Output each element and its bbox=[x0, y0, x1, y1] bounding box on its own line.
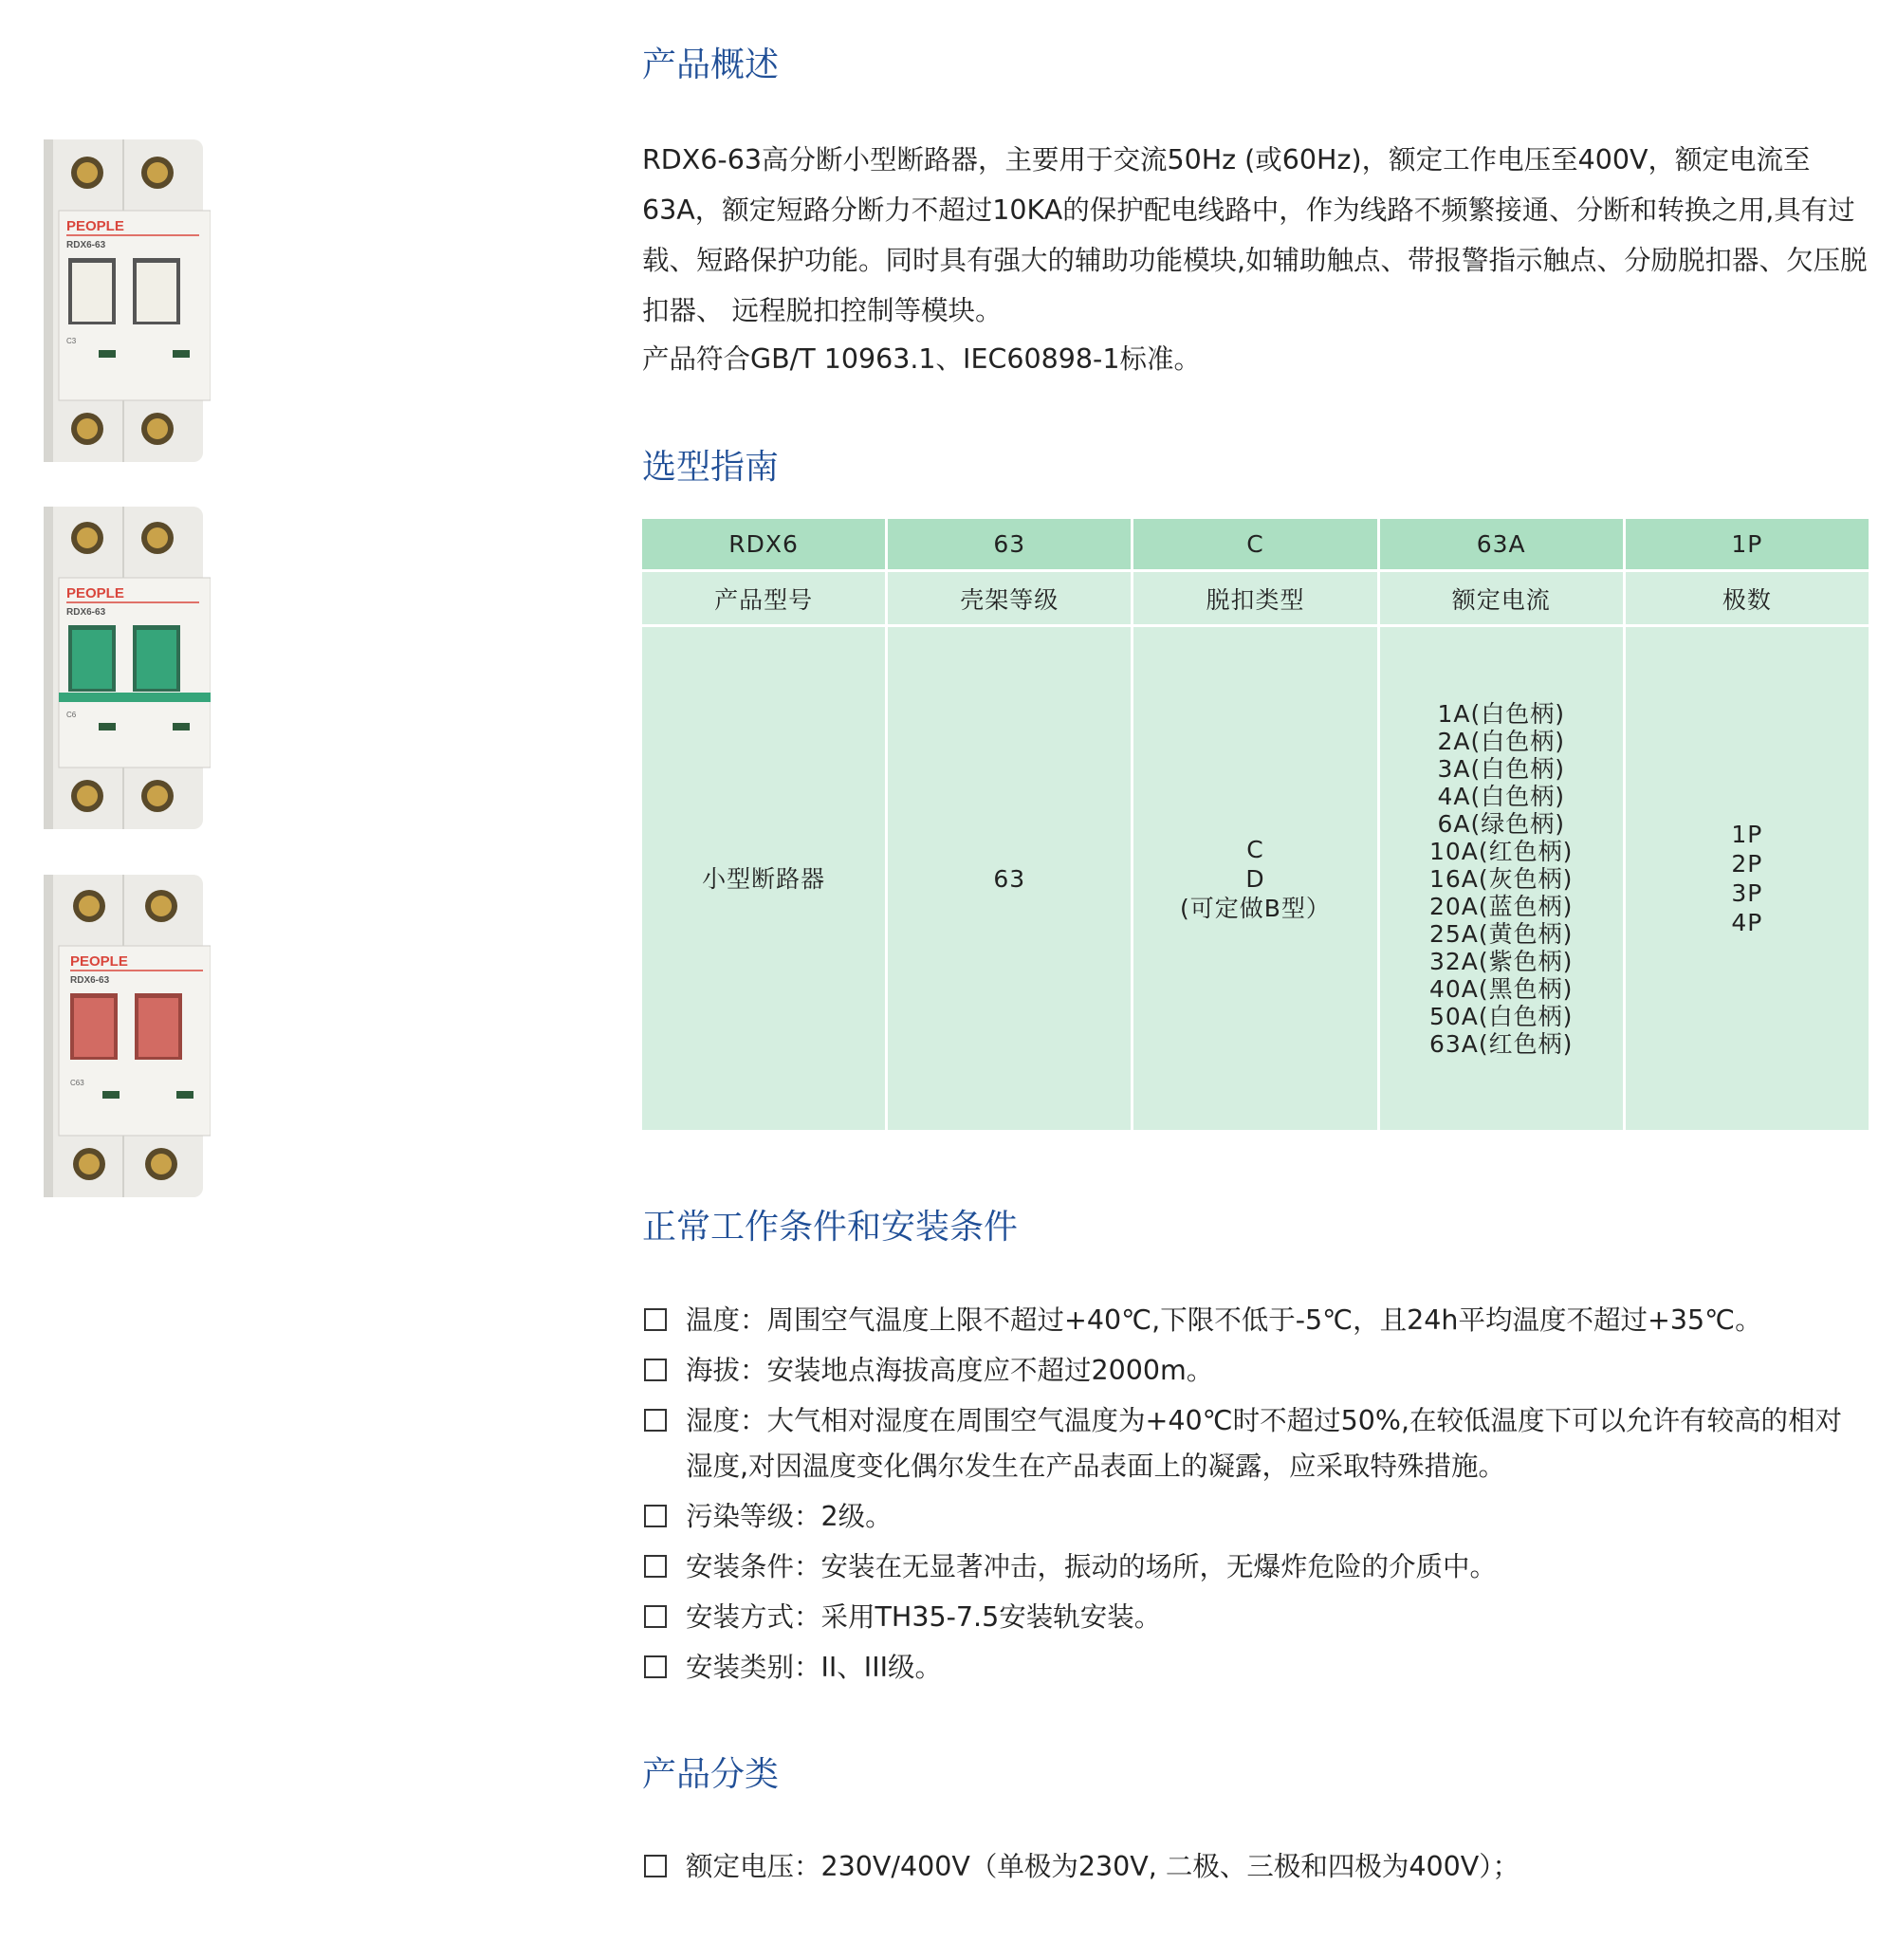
desc-product: 小型断路器 bbox=[642, 627, 885, 1130]
product-image-white-handle bbox=[40, 139, 211, 462]
checkbox-icon bbox=[644, 1655, 667, 1678]
selection-table bbox=[642, 519, 1869, 1130]
trip-item: D bbox=[1245, 864, 1265, 893]
condition-text: 海拔：安装地点海拔高度应不超过2000m。 bbox=[686, 1355, 1214, 1386]
current-item: 2A(白色柄) bbox=[1437, 727, 1565, 755]
condition-text: 污染等级：2级。 bbox=[686, 1501, 893, 1532]
desc-current bbox=[1380, 627, 1623, 1130]
condition-text: 安装条件：安装在无显著冲击，振动的场所，无爆炸危险的介质中。 bbox=[686, 1551, 1498, 1582]
conditions-list bbox=[642, 1298, 1869, 1695]
condition-text: 安装方式：采用TH35-7.5安装轨安装。 bbox=[686, 1601, 1162, 1633]
condition-text: 温度：周围空气温度上限不超过+40℃,下限不低于-5℃，且24h平均温度不超过+35℃。 bbox=[686, 1304, 1762, 1336]
desc-poles bbox=[1626, 627, 1869, 1130]
code-current: 63A bbox=[1380, 519, 1623, 569]
checkbox-icon bbox=[644, 1605, 667, 1628]
overview-title: 产品概述 bbox=[642, 46, 780, 84]
overview-paragraph: RDX6-63高分断小型断路器，主要用于交流50Hz (或60Hz)，额定工作电压至400V，额定电流至63A，额定短路分断力不超过10KA的保护配电线路中，作为线路不频繁接通、分断和转换之用,具有过载、短路保护功能。同时具有强大的辅助功能模块,如辅助触点、带报警指示触点、分励脱扣器、欠压脱扣器、 远程脱扣控制等模块。 bbox=[642, 144, 1868, 326]
current-item: 40A(黑色柄) bbox=[1428, 974, 1574, 1003]
condition-install-category bbox=[642, 1645, 1869, 1691]
classification-title: 产品分类 bbox=[642, 1755, 780, 1794]
svg-text:RDX6-63: RDX6-63 bbox=[66, 240, 106, 250]
poles-list bbox=[1731, 820, 1762, 937]
product-image-green-handle bbox=[40, 507, 211, 829]
current-item: 63A(红色柄) bbox=[1428, 1029, 1574, 1058]
current-item: 16A(灰色柄) bbox=[1428, 864, 1574, 893]
checkbox-icon bbox=[644, 1555, 667, 1578]
condition-temperature bbox=[642, 1298, 1869, 1343]
current-item: 20A(蓝色柄) bbox=[1428, 892, 1574, 920]
overview-text bbox=[642, 135, 1869, 382]
conditions-title: 正常工作条件和安装条件 bbox=[642, 1208, 1019, 1247]
classification-text: 额定电压：230V/400V（单极为230V, 二极、三极和四极为400V）； bbox=[686, 1851, 1520, 1882]
current-item: 6A(绿色柄) bbox=[1437, 809, 1565, 838]
desc-frame: 63 bbox=[888, 627, 1131, 1130]
svg-text:PEOPLE: PEOPLE bbox=[66, 585, 124, 601]
classification-voltage bbox=[642, 1844, 1869, 1890]
checkbox-icon bbox=[644, 1308, 667, 1331]
condition-install-method bbox=[642, 1595, 1869, 1640]
checkbox-icon bbox=[644, 1409, 667, 1432]
overview-standard: 产品符合GB/T 10963.1、IEC60898-1标准。 bbox=[642, 343, 1201, 375]
pole-item: 2P bbox=[1731, 850, 1763, 878]
svg-text:PEOPLE: PEOPLE bbox=[66, 218, 124, 234]
pole-item: 4P bbox=[1731, 909, 1763, 936]
checkbox-icon bbox=[644, 1855, 667, 1877]
trip-list bbox=[1180, 835, 1331, 923]
code-model: RDX6 bbox=[642, 519, 885, 569]
svg-text:RDX6-63: RDX6-63 bbox=[66, 607, 106, 618]
product-image-red-handle bbox=[40, 875, 211, 1197]
current-item: 25A(黄色柄) bbox=[1428, 919, 1574, 948]
current-item: 50A(白色柄) bbox=[1428, 1002, 1574, 1030]
condition-install-env bbox=[642, 1544, 1869, 1590]
svg-text:C63: C63 bbox=[70, 1079, 84, 1087]
current-item: 10A(红色柄) bbox=[1428, 837, 1574, 865]
header-frame: 壳架等级 bbox=[888, 572, 1131, 624]
trip-item: C bbox=[1246, 835, 1264, 863]
condition-humidity bbox=[642, 1398, 1869, 1489]
svg-text:C3: C3 bbox=[66, 337, 77, 345]
condition-text: 湿度：大气相对湿度在周围空气温度为+40℃时不超过50%,在较低温度下可以允许有较高的相对湿度,对因温度变化偶尔发生在产品表面上的凝露，应采取特殊措施。 bbox=[686, 1405, 1843, 1482]
current-item: 1A(白色柄) bbox=[1437, 699, 1565, 728]
current-item: 4A(白色柄) bbox=[1437, 782, 1565, 810]
svg-text:C6: C6 bbox=[66, 711, 77, 719]
checkbox-icon bbox=[644, 1505, 667, 1527]
current-list bbox=[1429, 700, 1573, 1058]
current-item: 3A(白色柄) bbox=[1437, 754, 1565, 783]
condition-altitude bbox=[642, 1348, 1869, 1394]
header-current: 额定电流 bbox=[1380, 572, 1623, 624]
svg-text:RDX6-63: RDX6-63 bbox=[70, 975, 110, 986]
trip-item: (可定做B型） bbox=[1180, 894, 1331, 922]
current-item: 32A(紫色柄) bbox=[1428, 947, 1574, 975]
pole-item: 1P bbox=[1731, 821, 1763, 848]
code-trip: C bbox=[1133, 519, 1376, 569]
checkbox-icon bbox=[644, 1359, 667, 1381]
header-model: 产品型号 bbox=[642, 572, 885, 624]
selection-title: 选型指南 bbox=[642, 448, 780, 487]
desc-trip bbox=[1133, 627, 1376, 1130]
condition-text: 安装类别：II、III级。 bbox=[686, 1652, 943, 1683]
pole-item: 3P bbox=[1731, 879, 1763, 907]
condition-pollution bbox=[642, 1494, 1869, 1540]
code-poles: 1P bbox=[1626, 519, 1869, 569]
svg-text:PEOPLE: PEOPLE bbox=[70, 953, 128, 970]
header-trip: 脱扣类型 bbox=[1133, 572, 1376, 624]
header-poles: 极数 bbox=[1626, 572, 1869, 624]
code-frame: 63 bbox=[888, 519, 1131, 569]
classification-list bbox=[642, 1844, 1869, 1895]
